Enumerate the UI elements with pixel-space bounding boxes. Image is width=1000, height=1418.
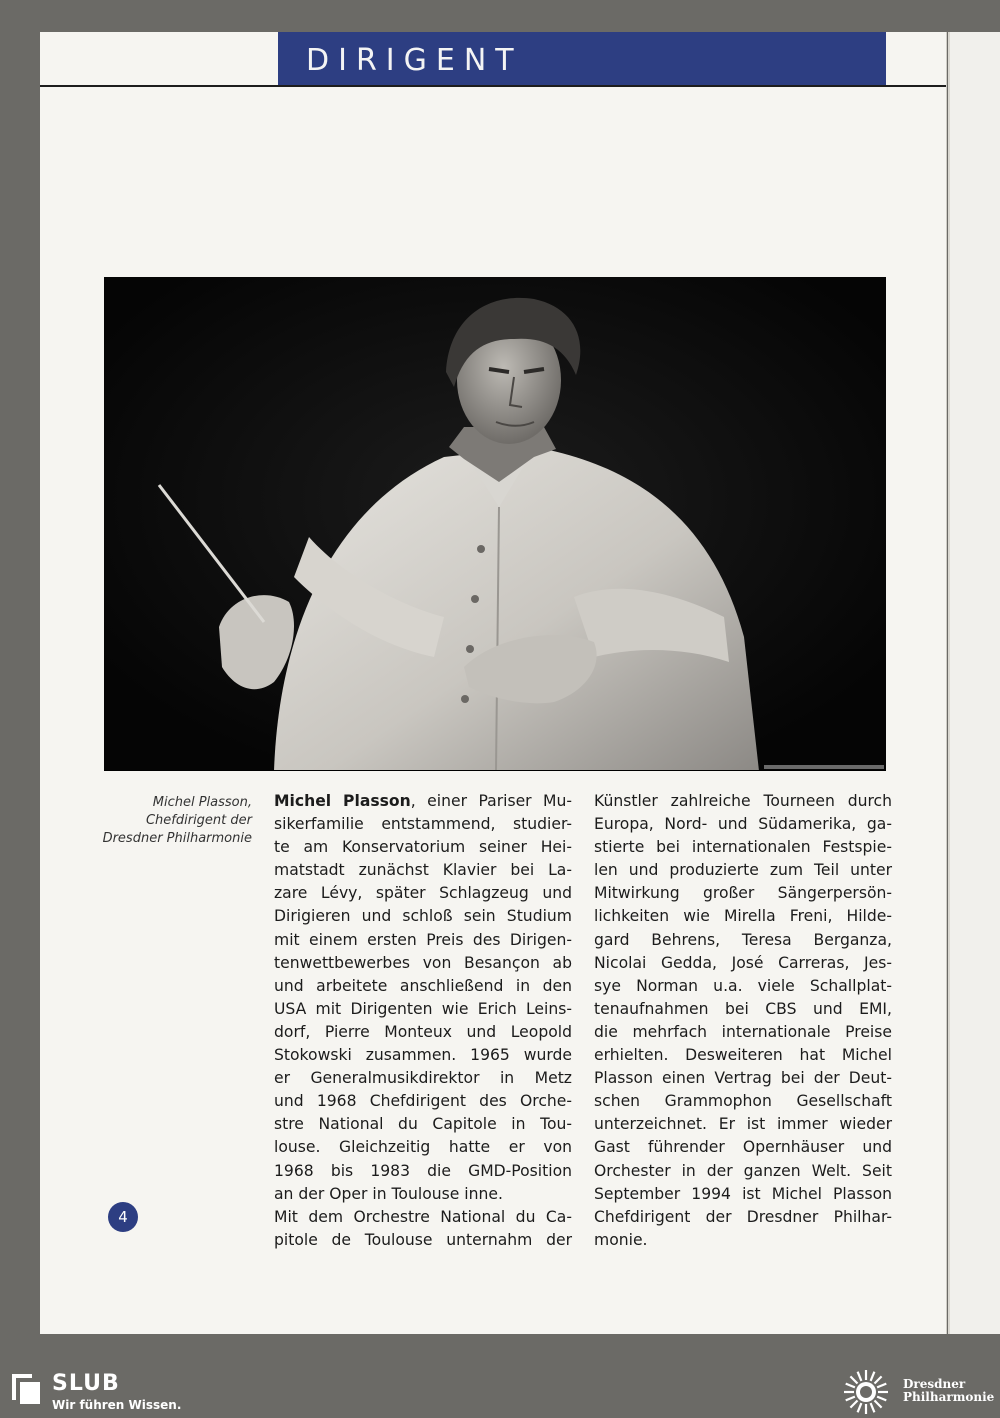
text-line — [274, 790, 572, 813]
text-line: er Generalmusikdirektor in Metz — [274, 1069, 572, 1088]
text-line: Stokowski zusammen. 1965 wurde — [274, 1046, 572, 1065]
text-line: gard Behrens, Teresa Berganza, — [594, 930, 892, 949]
text-line: louse. Gleichzeitig hatte er von — [274, 1138, 572, 1157]
text-line: stierte bei internationalen Festspie- — [594, 838, 892, 857]
conductor-name: Michel Plasson — [274, 792, 411, 810]
article-column-right — [594, 790, 892, 1252]
text-line: und arbeitete anschließend in den — [274, 976, 572, 995]
text-line: erhielten. Desweiteren hat Michel — [594, 1046, 892, 1065]
text-line: an der Oper in Toulouse inne. — [274, 1184, 503, 1203]
text-line: Mit dem Orchestre National du Ca- — [274, 1207, 572, 1226]
caption-line: Dresdner Philharmonie — [102, 831, 252, 846]
text-line: stre National du Capitole in Tou- — [274, 1115, 572, 1134]
text-line: Europa, Nord- und Südamerika, ga- — [594, 815, 892, 834]
text-line: len und produzierte zum Teil unter — [594, 861, 892, 880]
text-line: unterzeichnet. Er ist immer wieder — [594, 1115, 892, 1134]
text-line: Künstler zahlreiche Tourneen durch — [594, 792, 892, 810]
text-line: September 1994 ist Michel Plasson — [594, 1184, 892, 1203]
library-name: SLUB — [52, 1371, 120, 1396]
slub-logo-icon — [12, 1374, 40, 1404]
text-line: Dirigieren und schloß sein Studium — [274, 907, 572, 926]
text-line: tenaufnahmen bei CBS und EMI, — [594, 999, 892, 1018]
conductor-photo-illustration — [104, 277, 886, 771]
text-line: zare Lévy, später Schlagzeug und — [274, 884, 572, 903]
brochure-page — [40, 32, 947, 1334]
text-line: mit einem ersten Preis des Dirigen- — [274, 930, 572, 949]
text-line: 1968 bis 1983 die GMD-Position — [274, 1161, 572, 1180]
text-line: Plasson einen Vertrag bei der Deut- — [594, 1069, 892, 1088]
orchestra-sunburst-logo-icon — [842, 1368, 890, 1416]
page-number-badge: 4 — [108, 1202, 138, 1232]
text-line: Nicolai Gedda, José Carreras, Jes- — [594, 953, 892, 972]
photo-caption — [80, 794, 252, 848]
text-line: Mitwirkung großer Sängerpersön- — [594, 884, 892, 903]
section-header — [278, 32, 886, 85]
viewer-footer — [0, 1366, 1000, 1418]
text-line: lichkeiten wie Mirella Freni, Hilde- — [594, 907, 892, 926]
text-line: schen Grammophon Gesellschaft — [594, 1092, 892, 1111]
article-column-left — [274, 790, 572, 1252]
caption-line: Chefdirigent der — [145, 813, 252, 828]
text-line-rest: , einer Pariser Mu- — [410, 792, 572, 810]
orchestra-name — [903, 1378, 994, 1404]
text-line: sye Norman u.a. viele Schallplat- — [594, 976, 892, 995]
caption-line: Michel Plasson, — [152, 795, 252, 810]
text-line: te am Konservatorium seiner Hei- — [274, 838, 572, 857]
text-line: Orchester in der ganzen Welt. Seit — [594, 1161, 892, 1180]
section-title: DIRIGENT — [306, 43, 523, 78]
text-line: USA mit Dirigenten wie Erich Leins- — [274, 999, 572, 1018]
text-line: Chefdirigent der Dresdner Philhar- — [594, 1207, 892, 1226]
text-line: pitole de Toulouse unternahm der — [274, 1230, 572, 1249]
orchestra-name-line: Dresdner — [903, 1377, 966, 1391]
orchestra-name-line: Philharmonie — [903, 1390, 995, 1404]
header-rule — [40, 85, 946, 87]
text-line: Gast führender Opernhäuser und — [594, 1138, 892, 1157]
next-page-edge — [948, 32, 1000, 1334]
text-line: die mehrfach internationale Preise — [594, 1022, 892, 1041]
text-line: und 1968 Chefdirigent des Orche- — [274, 1092, 572, 1111]
text-line: dorf, Pierre Monteux und Leopold — [274, 1022, 572, 1041]
conductor-photo — [104, 277, 886, 771]
text-line: tenwettbewerbes von Besançon ab — [274, 953, 572, 972]
text-line: monie. — [594, 1230, 648, 1249]
library-tagline: Wir führen Wissen. — [52, 1398, 182, 1412]
text-line: sikerfamilie entstammend, studier- — [274, 815, 572, 834]
text-line: matstadt zunächst Klavier bei La- — [274, 861, 572, 880]
